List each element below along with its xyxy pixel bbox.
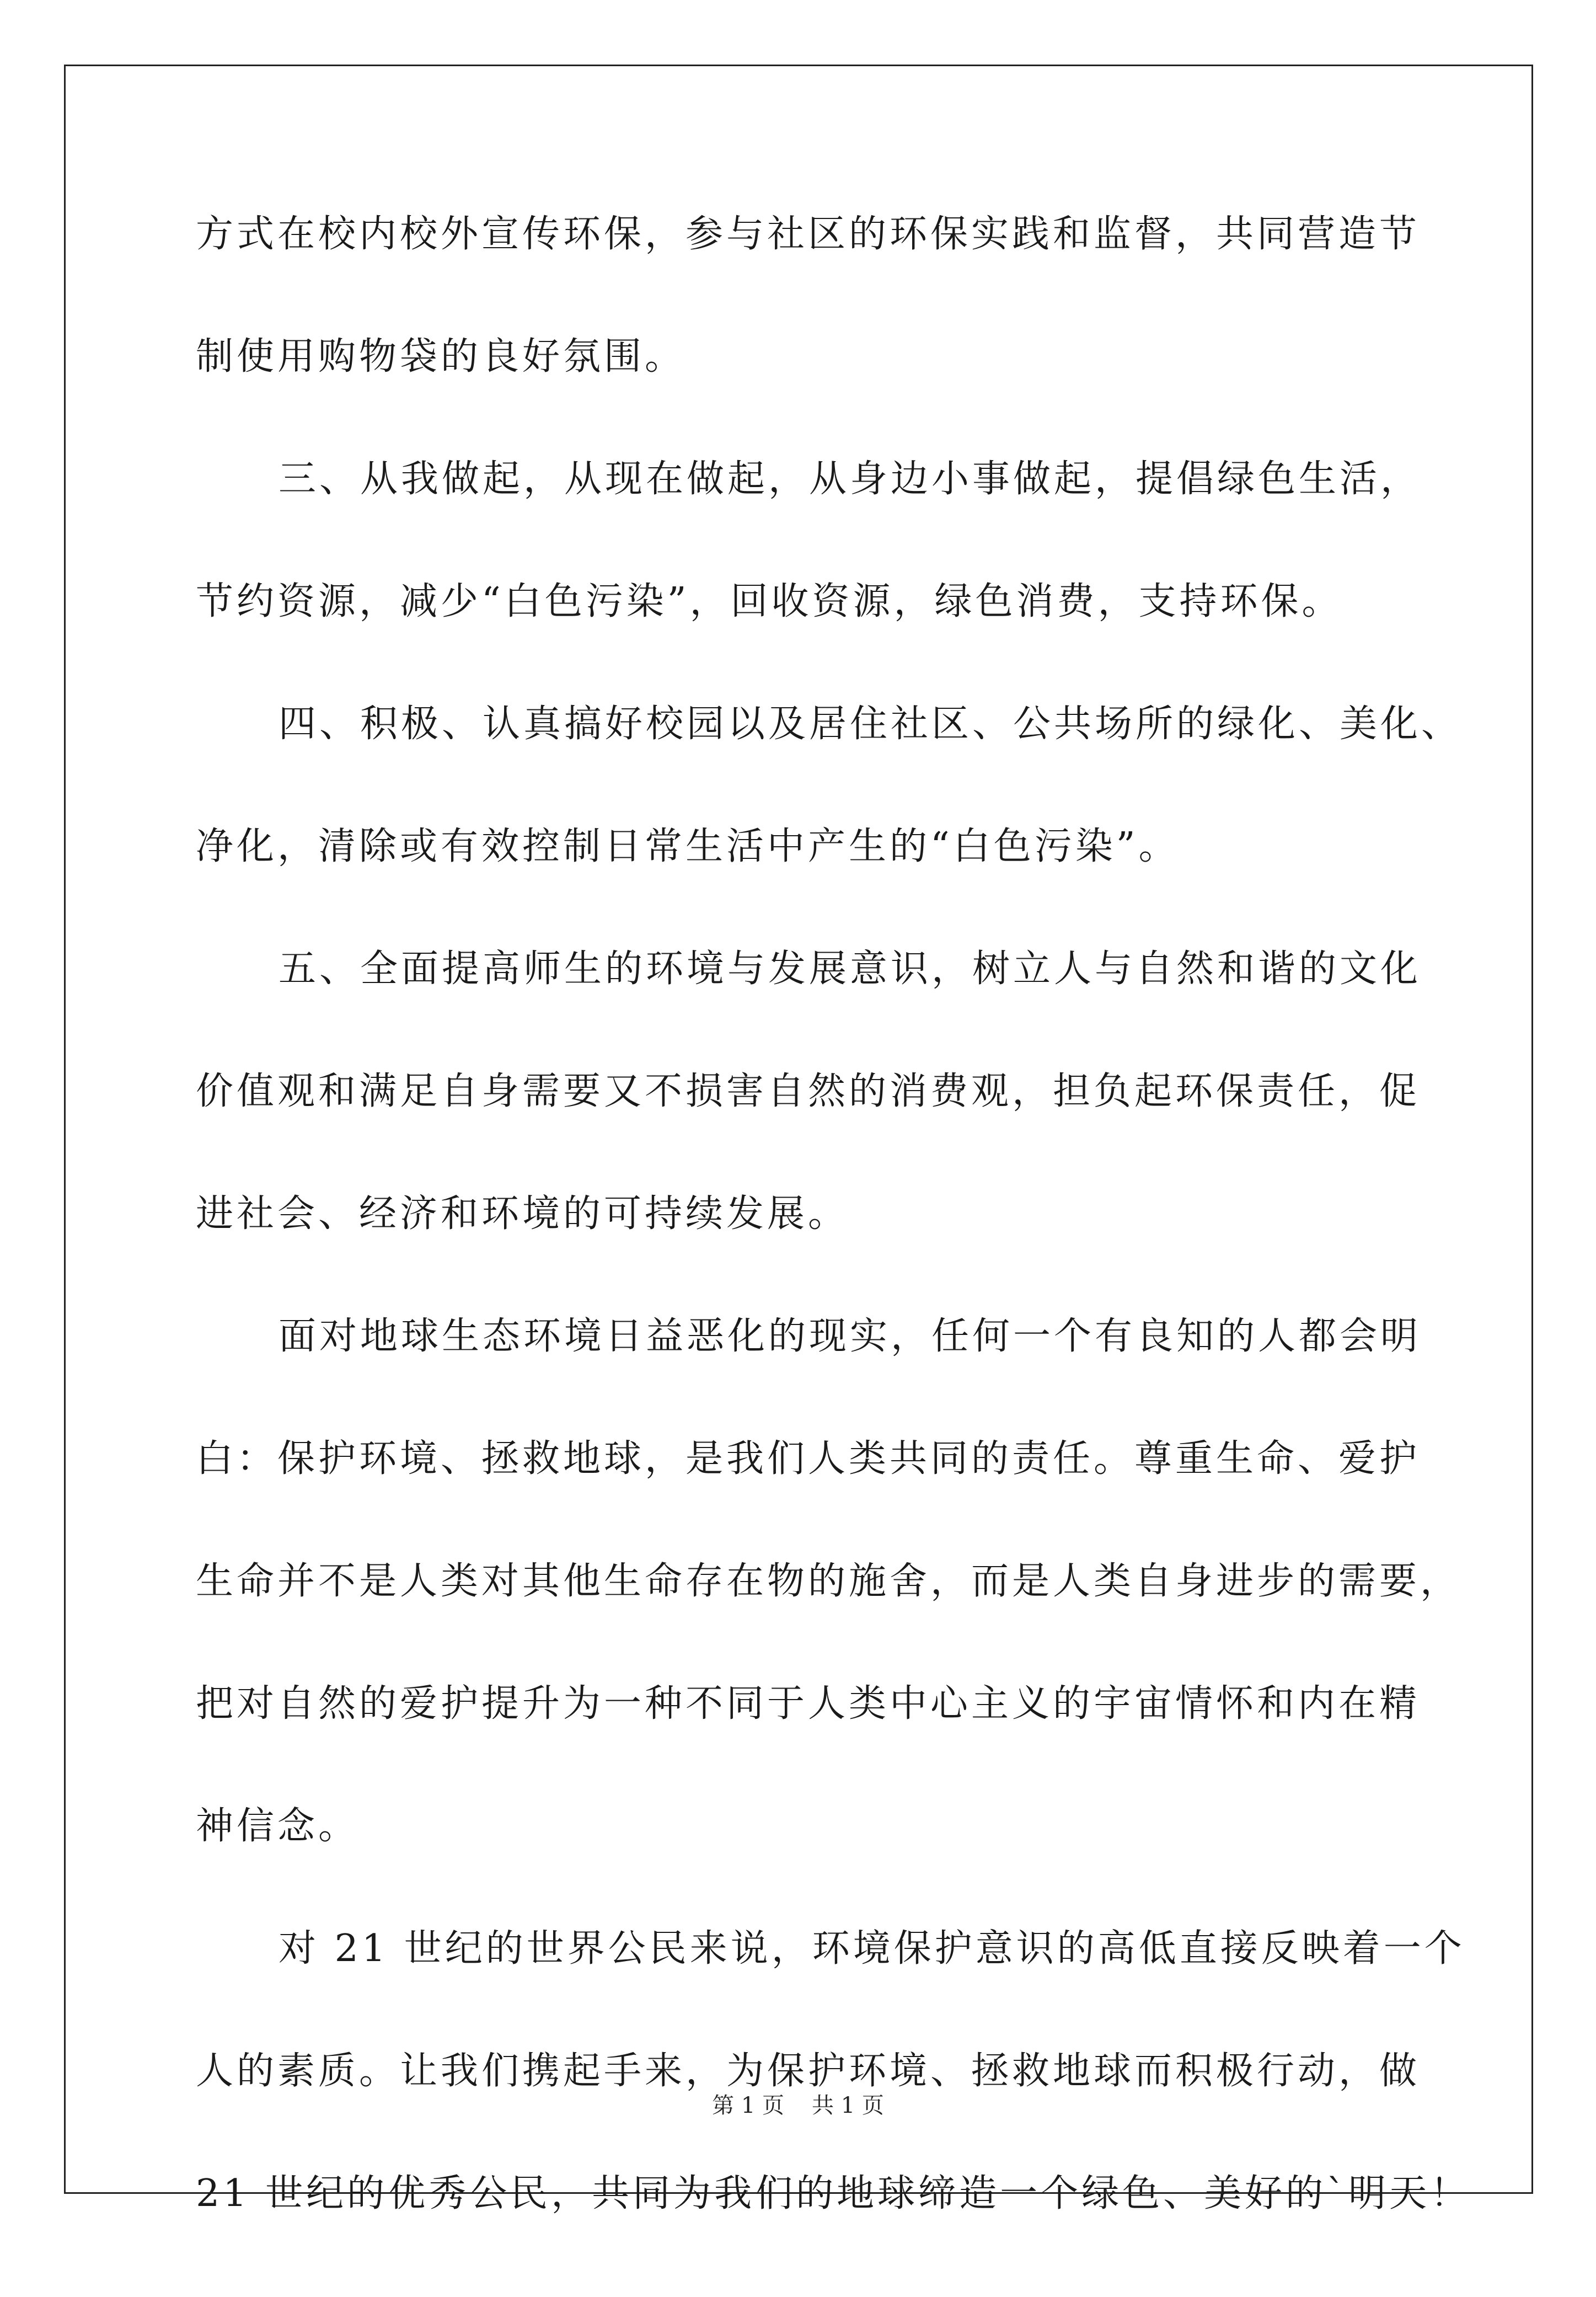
text-line: 三、从我做起，从现在做起，从身边小事做起，提倡绿色生活， xyxy=(279,457,1422,501)
page-footer xyxy=(0,2093,1596,2118)
text-line: 生命并不是人类对其他生命存在物的施舍，而是人类自身进步的需要， xyxy=(196,1559,1461,1603)
text-line: 净化，清除或有效控制日常生活中产生的“白色污染”。 xyxy=(196,825,1180,868)
text-line: 白：保护环境、拯救地球，是我们人类共同的责任。尊重生命、爱护 xyxy=(196,1437,1421,1481)
text-line: 方式在校内校外宣传环保，参与社区的环保实践和监督，共同营造节 xyxy=(196,212,1421,256)
page-total: 共 1 页 xyxy=(812,2093,884,2118)
document-body xyxy=(196,212,1471,2297)
text-line: 进社会、经济和环境的可持续发展。 xyxy=(196,1192,849,1236)
text-line: 面对地球生态环境日益恶化的现实，任何一个有良知的人都会明 xyxy=(279,1315,1422,1358)
text-line: 节约资源，减少“白色污染”，回收资源，绿色消费，支持环保。 xyxy=(196,580,1343,623)
text-line: 制使用购物袋的良好氛围。 xyxy=(196,335,686,378)
text-line: 神信念。 xyxy=(196,1804,360,1848)
text-line: 人的素质。让我们携起手来，为保护环境、拯救地球而积极行动，做 xyxy=(196,2049,1421,2093)
text-line: 对 21 世纪的世界公民来说，环境保护意识的高低直接反映着一个 xyxy=(279,1927,1465,1970)
text-line: 四、积极、认真搞好校园以及居住社区、公共场所的绿化、美化、 xyxy=(279,702,1463,746)
page-number: 第 1 页 xyxy=(712,2093,784,2118)
text-line: 价值观和满足自身需要又不损害自然的消费观，担负起环保责任，促 xyxy=(196,1070,1421,1113)
text-line: 把对自然的爱护提升为一种不同于人类中心主义的宇宙情怀和内在精 xyxy=(196,1682,1421,1726)
text-line: 五、全面提高师生的环境与发展意识，树立人与自然和谐的文化 xyxy=(279,947,1422,991)
text-line: 21 世纪的优秀公民，共同为我们的地球缔造一个绿色、美好的`明天！ xyxy=(196,2172,1471,2215)
